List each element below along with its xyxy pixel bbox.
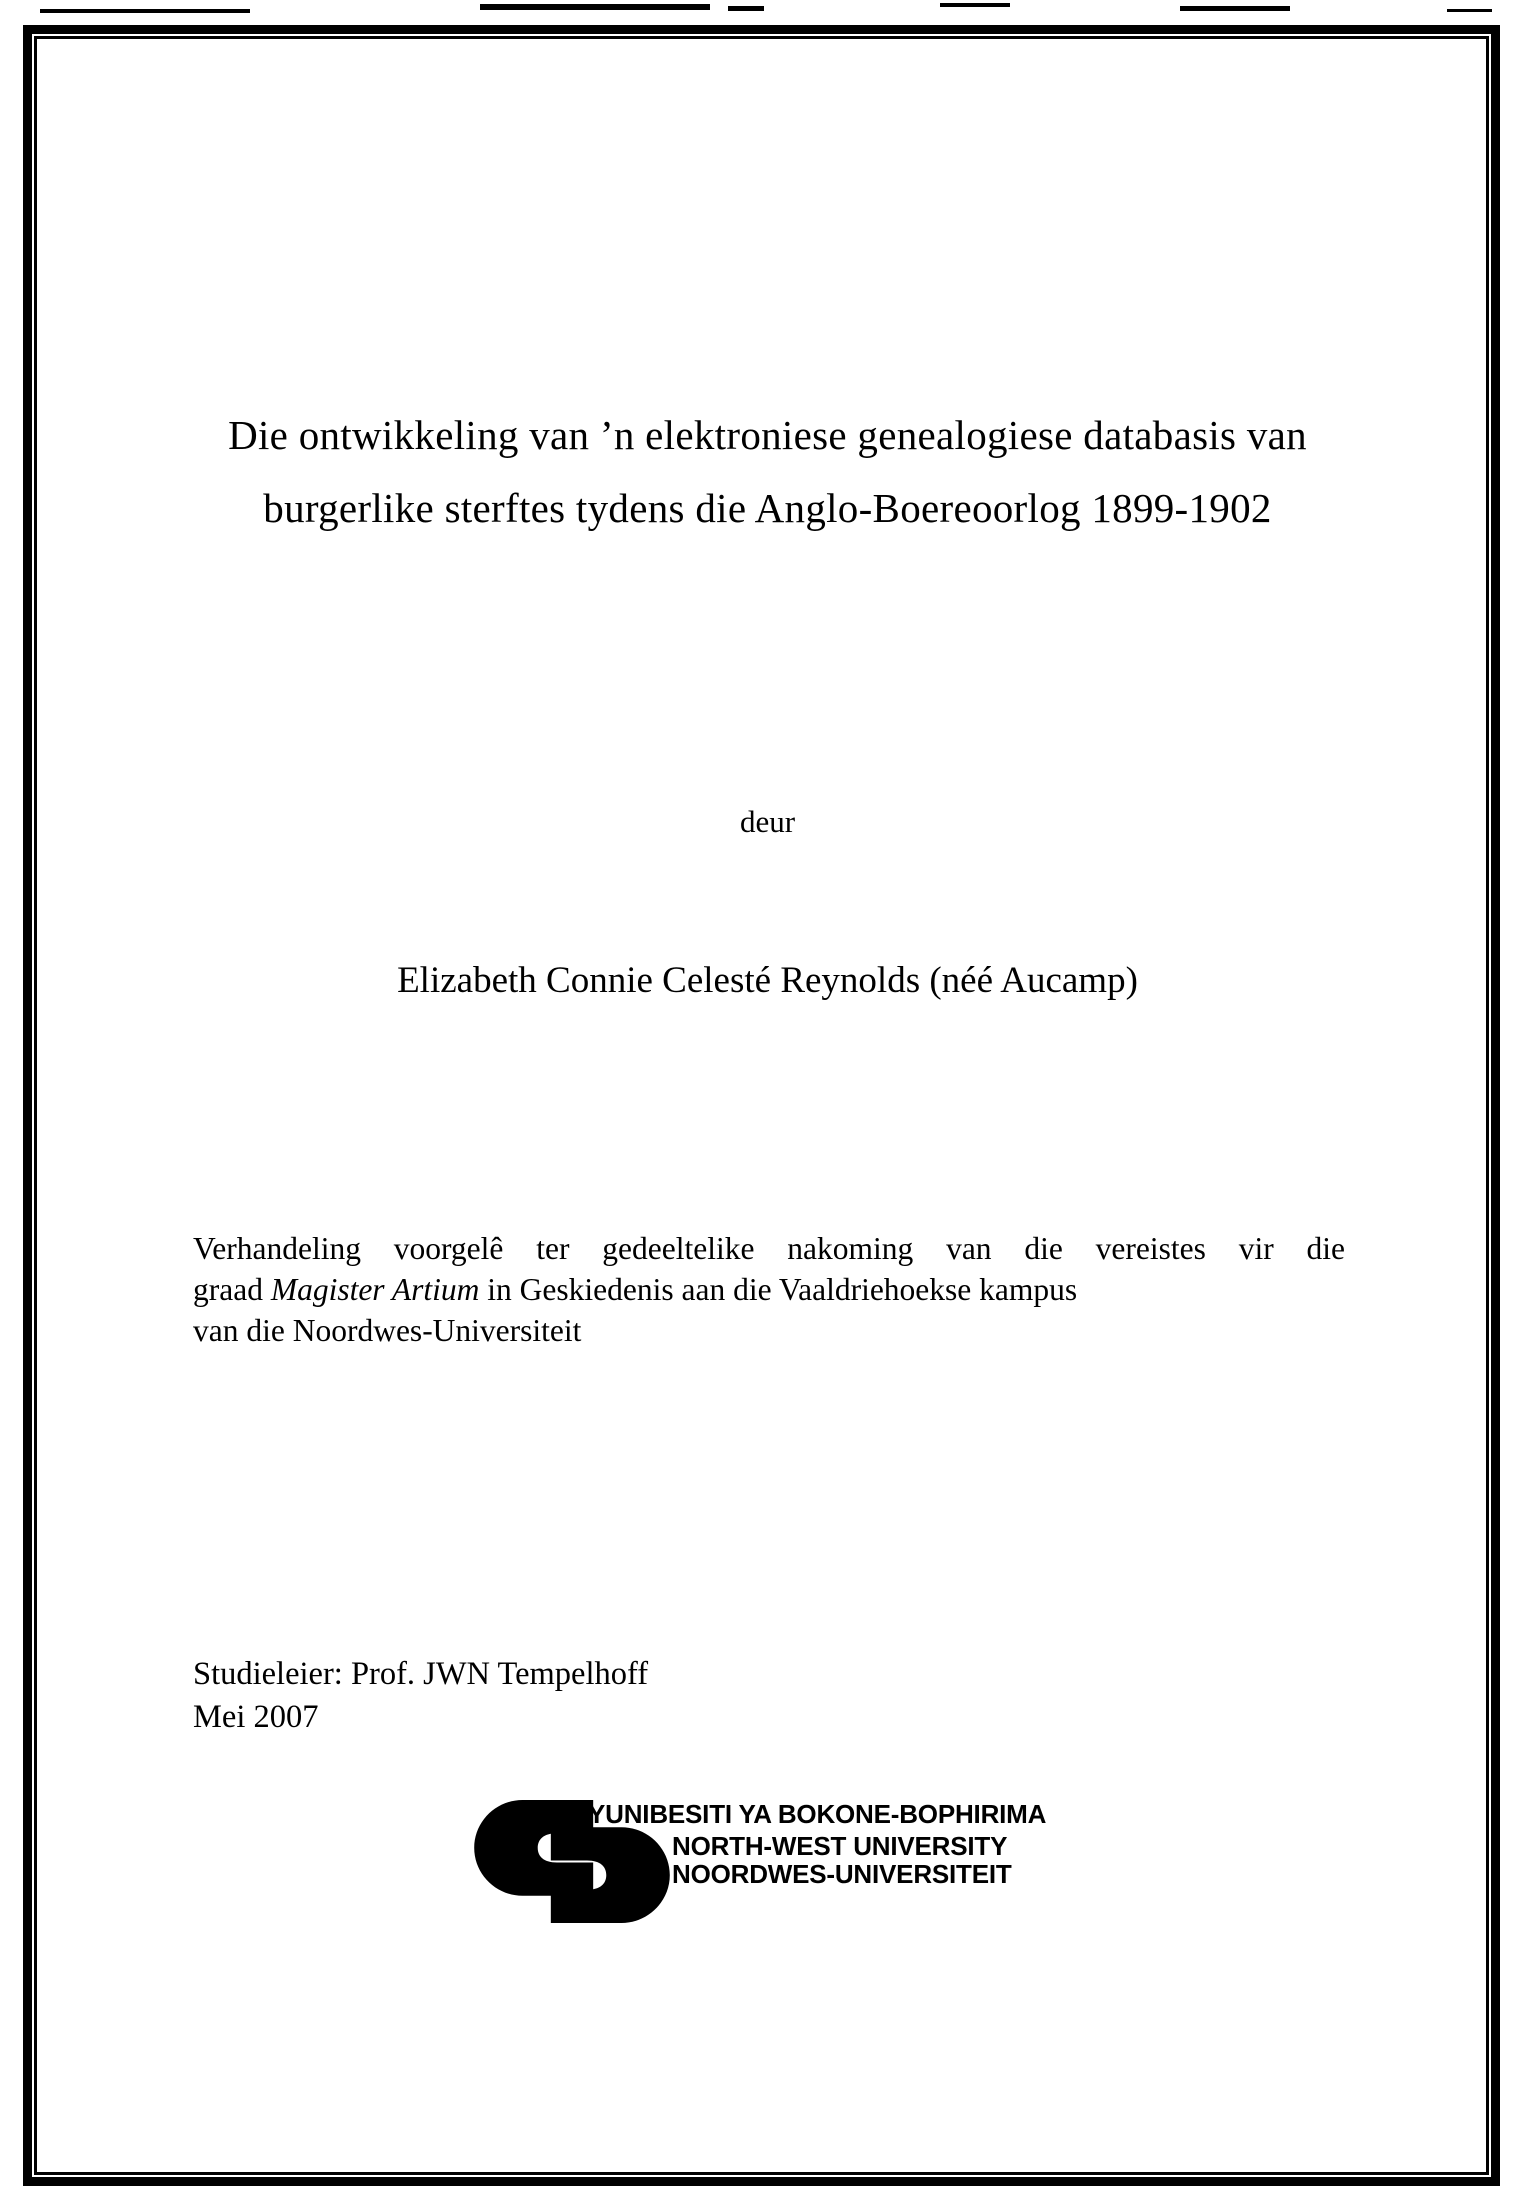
degree-statement-line1: Verhandeling voorgelê ter gedeeltelike nakoming van die vereistes vir die [193,1231,1345,1266]
scan-artifact [480,4,710,10]
degree-statement-line2-post: in Geskiedenis aan die Vaaldriehoekse kampus [479,1272,1078,1307]
scan-artifact [40,9,250,13]
scan-artifact [728,6,764,11]
scan-artifact [940,3,1010,7]
degree-statement [193,1228,1345,1351]
supervisor-line: Studieleier: Prof. JWN Tempelhoff [193,1656,649,1692]
degree-statement-line2 [193,1269,1345,1310]
logo-text-line3: NOORDWES-UNIVERSITEIT [672,1859,1012,1889]
thesis-title-line2: burgerlike sterftes tydens die Anglo-Boereoorlog 1899-1902 [263,485,1272,531]
thesis-title [190,399,1345,545]
scan-artifact [1447,9,1492,12]
degree-name-italic: Magister Artium [270,1272,480,1307]
author-name: Elizabeth Connie Celesté Reynolds (néé Aucamp) [397,960,1138,1001]
scan-artifact [1180,6,1290,11]
degree-statement-line2-pre: graad [193,1272,271,1307]
byline-deur: deur [739,804,796,839]
logo-text-line1: YUNIBESITI YA BOKONE-BOPHIRIMA [588,1799,1047,1829]
degree-statement-line3: van die Noordwes-Universiteit [193,1313,582,1348]
date-line: Mei 2007 [193,1699,319,1735]
thesis-title-line1: Die ontwikkeling van ’n elektroniese genealogiese databasis van [228,412,1307,458]
supervisor-block [193,1653,648,1739]
logo-text-line2: NORTH-WEST UNIVERSITY [672,1831,1008,1861]
